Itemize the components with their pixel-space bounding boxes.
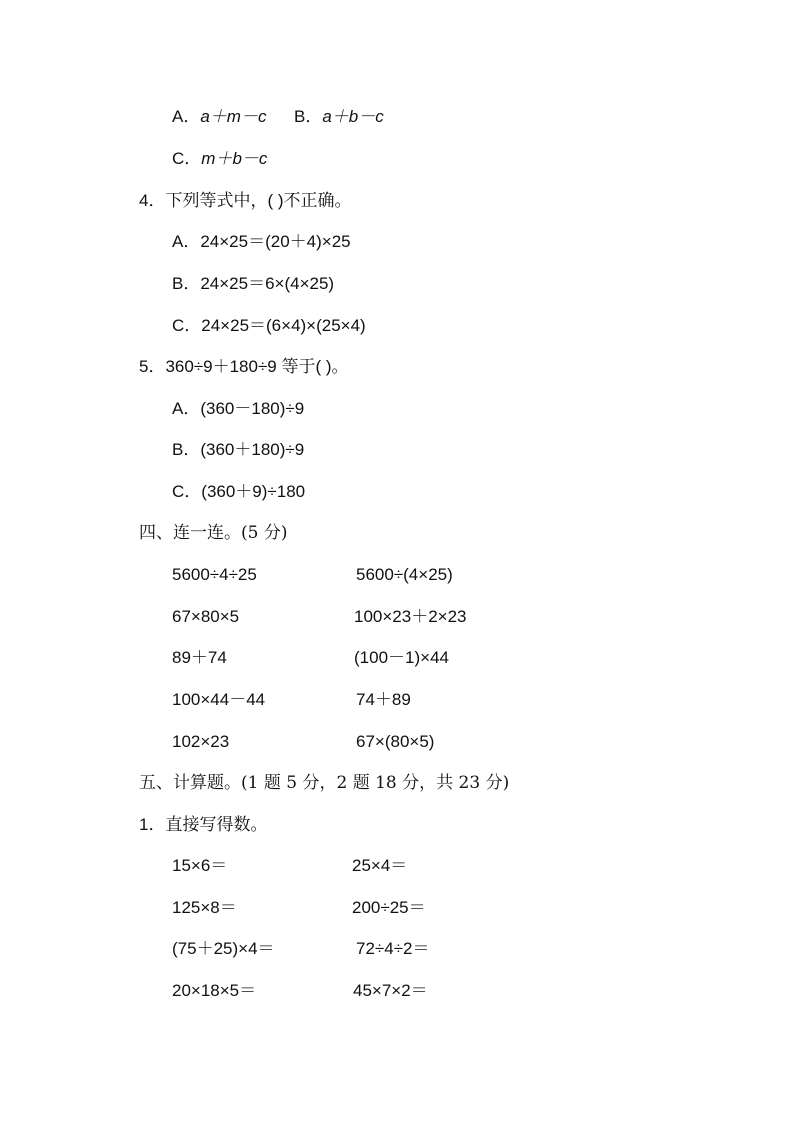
section5-heading: 五、计算题。(1 题 5 分，2 题 18 分，共 23 分): [139, 773, 510, 793]
match-left-item: 67×80×5: [172, 607, 240, 626]
calc-right-item: 25×4＝: [352, 856, 408, 875]
match-right-item: 74＋89: [356, 690, 411, 709]
q3-option-c: [172, 148, 267, 170]
q5-stem: 5．360÷9＋180÷9 等于( )。: [139, 357, 349, 376]
match-right-item: 100×23＋2×23: [354, 607, 467, 626]
q3-option-a-text: a＋m－c: [200, 107, 267, 126]
calc-left-item: 125×8＝: [172, 898, 237, 917]
q3-option-a: [172, 106, 266, 128]
q4-stem: 4．下列等式中，( )不正确。: [139, 191, 352, 210]
calc-left-item: 15×6＝: [172, 856, 228, 875]
q3-option-c-label: C．: [172, 149, 202, 168]
calc-right-item: 200÷25＝: [352, 898, 426, 917]
q3-option-a-label: A．: [172, 107, 201, 126]
q3-option-b: [294, 106, 384, 128]
match-left-item: 5600÷4÷25: [172, 565, 257, 584]
calc-left-item: 20×18×5＝: [172, 981, 257, 1000]
q4-option-c: C．24×25＝(6×4)×(25×4): [172, 316, 366, 335]
match-right-item: (100－1)×44: [354, 648, 449, 667]
q5-option-c: C．(360＋9)÷180: [172, 482, 306, 501]
q4-option-b: B．24×25＝6×(4×25): [172, 274, 335, 293]
section4-heading: 四、连一连。(5 分): [139, 523, 288, 543]
section5-subheading: 1．直接写得数。: [139, 815, 268, 834]
match-right-item: 5600÷(4×25): [356, 565, 453, 584]
q3-option-b-label: B．: [294, 107, 323, 126]
calc-left-item: (75＋25)×4＝: [172, 939, 275, 958]
q4-option-a: A．24×25＝(20＋4)×25: [172, 232, 351, 251]
q3-option-c-text: m＋b－c: [201, 149, 268, 168]
q3-option-b-text: a＋b－c: [322, 107, 384, 126]
match-right-item: 67×(80×5): [356, 732, 435, 751]
q5-option-b: B．(360＋180)÷9: [172, 440, 305, 459]
match-left-item: 100×44－44: [172, 690, 266, 709]
match-left-item: 89＋74: [172, 648, 227, 667]
match-left-item: 102×23: [172, 732, 230, 751]
calc-right-item: 72÷4÷2＝: [356, 939, 430, 958]
calc-right-item: 45×7×2＝: [353, 981, 428, 1000]
q5-option-a: A．(360－180)÷9: [172, 399, 305, 418]
